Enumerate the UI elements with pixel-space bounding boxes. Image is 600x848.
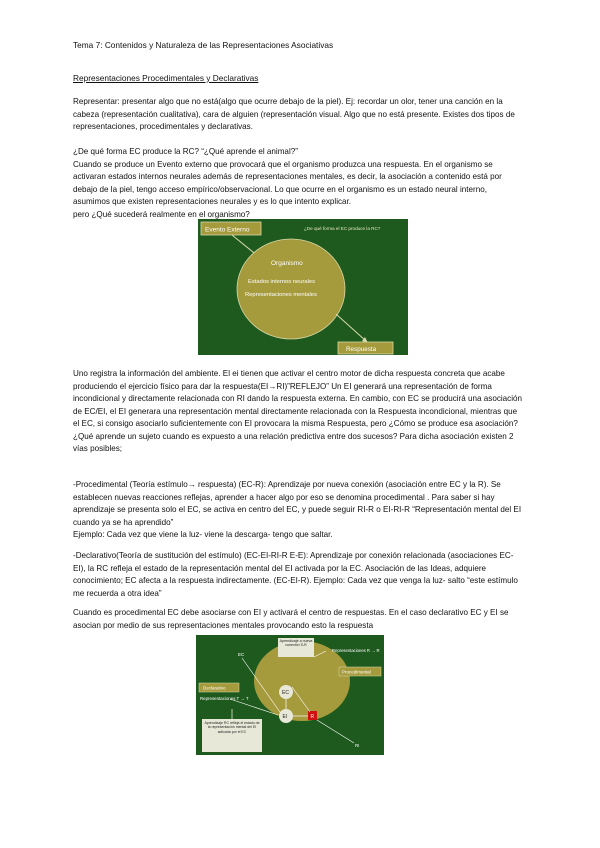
section-title: Representaciones Procedimentales y Declarativas: [73, 73, 259, 83]
mental-representations-label: Representaciones mentales: [245, 292, 317, 298]
procedural-example: Ejemplo: Cada vez que viene la luz- viene la descarga- tengo que saltar.: [73, 530, 333, 539]
ri-label: RI: [355, 743, 360, 748]
ei-node-label: EI: [282, 714, 288, 720]
ec-top-label: EC: [238, 652, 245, 657]
paragraph-association: Uno registra la información del ambiente. El ei tienen que activar el centro motor de dicha respuesta concreta que acabe produciendo el ejercicio físico para dar la respuesta(EI→RI)”REFLEJO” Un EI generará una representación de forma incondicional y directamente relacionada con RI dando la respuesta externa. En cambio, con EC se producirá una asociación de EC/EI, el EI generara una representación mental directamente relacionada con la Respuesta incondicional, mientras que el EC, si consigo asociarlo suficientemente con EI provocara la misma Respuesta, pero ¿Cómo se produce esa asociación? ¿Qué aprende un sujeto cuando es expuesto a una relación predictiva entre dos sucesos? Para dicha asociación existen 2 vías posibles;: [73, 369, 523, 453]
paragraph-explanation: Cuando se produce un Evento externo que provocará que el organismo produzca una respuesta. En el organismo se activaran estados internos neurales además de representaciones mentales, es decir, la asociación a contenido está por debajo de la piel, tengo acceso empírico/observacional. Lo que ocurre en el organismo es un estado neural interno, asumimos que existen representaciones neurales y es lo que intento explicar.: [73, 159, 502, 206]
declarative-label: Declarativo: [203, 685, 226, 691]
document-title: Tema 7: Contenidos y Naturaleza de las Representaciones Asociativas: [73, 40, 334, 50]
procedural-definition: -Procedimental (Teoría estímulo→ respuesta) (EC-R): Aprendizaje por nueva conexión (asociación entre EC y la R). Se establecen nuevas reacciones reflejas, aprender a hacer algo por eso se denomina procedimental . Para saber si hay aprendizaje se presenta solo el EC, se activa en centro del EC, y puede seguir RI-R o EI-RI-R “Representación mental del EI cuando ya se ha aprendido”: [73, 480, 522, 527]
organism-label: Organismo: [271, 260, 303, 267]
rep-right-label: Representaciones R → R: [332, 648, 380, 653]
organism-diagram: [198, 219, 408, 355]
paragraph-declarative: -Declarativo(Teoría de sustitución del estímulo) (EC-EI-RI-R E-E): Aprendizaje por conexión relacionada (asociaciones EC-EI), la RC refleja el estado de la representación mental del EI activada por la EC. Asociación de las Ideas, adquiere conocimiento; EC afecta a la respuesta indirectamente. (EC-EI-R). Ejemplo: Cada vez que venga la luz- salto “este estímulo me recuerda a otra idea”: [73, 551, 518, 598]
bottom-note-label: Aprendizaje RC refleja el estado de la representación mental del EI activada por el EC: [204, 721, 260, 734]
paragraph-procedural: [73, 479, 523, 542]
response-label: Respuesta: [346, 346, 377, 353]
question-followup: pero ¿Qué sucederá realmente en el organismo?: [73, 209, 250, 219]
new-connection-fo: [278, 638, 314, 657]
neural-states-label: Estados internos neurales: [248, 279, 316, 285]
learning-diagram: [196, 635, 384, 755]
rep-left-label: Representaciones T → T: [200, 696, 249, 701]
r-node-label: R: [310, 714, 315, 720]
question-line: ¿De qué forma EC produce la RC? “¿Qué aprende el animal?”: [73, 147, 298, 156]
external-event-label: Evento Externo: [205, 226, 250, 234]
organism-ellipse: [237, 239, 345, 339]
diagram-question: ¿De qué forma el EC produce la RC?: [304, 226, 381, 231]
paragraph-definition: Representar: presentar algo que no está(algo que ocurre debajo de la piel). Ej: recordar un olor, tener una canción en la cabeza (representación cualitativa), cara de alguien (representación visual. Algo que no está presente. Existes dos tipos de representaciones, procedimentales y declarativas.: [73, 97, 515, 131]
ec-node-label: EC: [282, 690, 289, 696]
paragraph-conclusion: Cuando es procedimental EC debe asociarse con EI y activará el centro de respuestas. En el caso declarativo EC y EI se asocian por medio de sus representaciones mentales provocando esto la respuesta: [73, 608, 509, 630]
procedural-label: Procedimental: [342, 669, 371, 675]
new-connection-label: Aprendizaje a nueva conexión S-R: [279, 639, 313, 648]
bottom-note-fo: [202, 719, 262, 752]
paragraph-question-block: [73, 146, 523, 221]
